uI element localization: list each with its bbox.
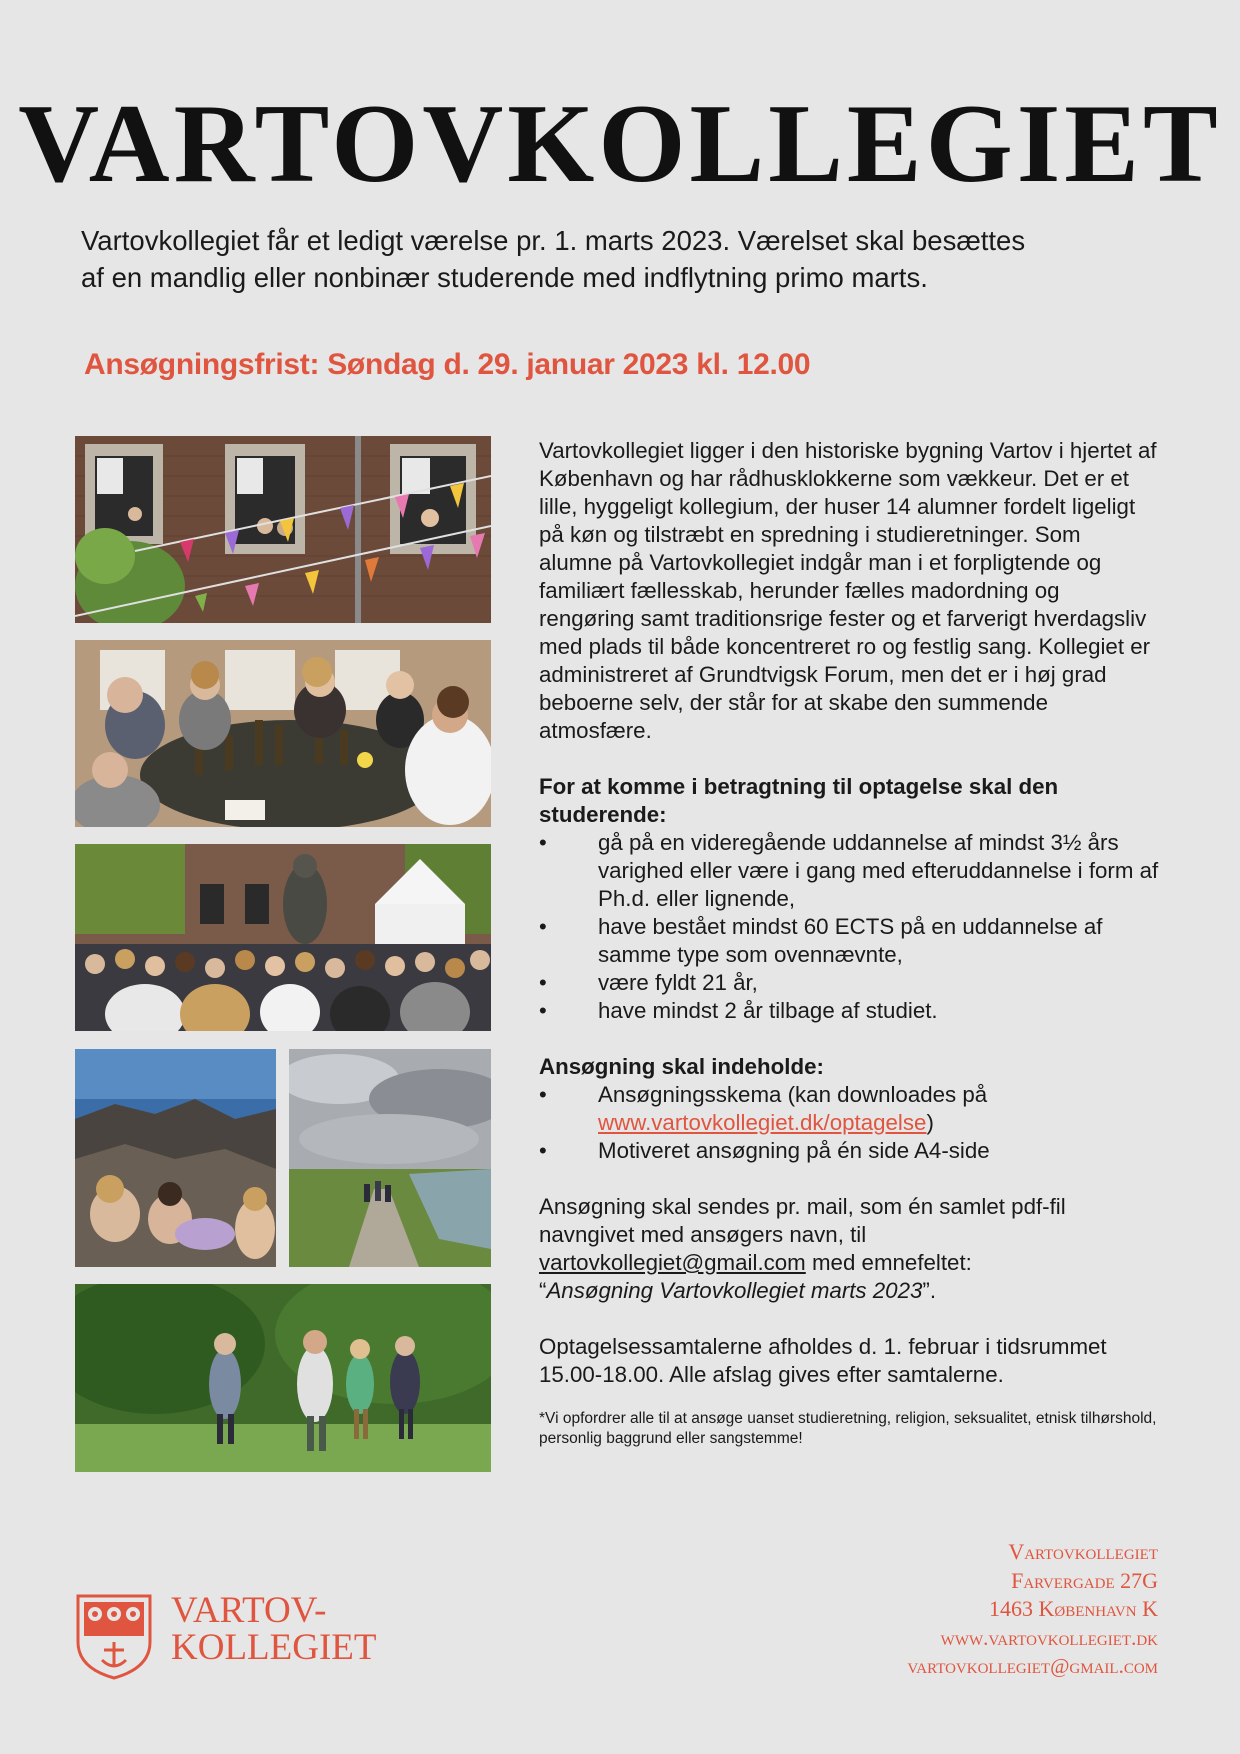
photo-coastal-rocks bbox=[75, 1049, 276, 1267]
submission-text-1: Ansøgning skal sendes pr. mail, som én samlet pdf-fil navngivet med ansøgers navn, til bbox=[539, 1194, 1066, 1247]
intro-text bbox=[81, 222, 1171, 296]
address-street: Farvergade 27G bbox=[1011, 1567, 1158, 1593]
application-item-form-close: ) bbox=[926, 1110, 934, 1135]
submission-paragraph bbox=[539, 1193, 1159, 1305]
requirements-heading: For at komme i betragtning til optagelse skal den studerende: bbox=[539, 774, 1059, 827]
address-block bbox=[658, 1538, 1158, 1681]
logo-line-2: KOLLEGIET bbox=[171, 1627, 377, 1668]
optagelse-link[interactable]: www.vartovkollegiet.dk/optagelse bbox=[598, 1110, 927, 1135]
application-list bbox=[539, 1081, 1159, 1165]
requirement-item: • have bestået mindst 60 ECTS på en uddannelse af samme type som ovennævnte, bbox=[539, 913, 1159, 969]
submission-text-2: med emnefeltet: bbox=[811, 1250, 972, 1275]
photo-dinner-table bbox=[75, 640, 491, 827]
crest-icon bbox=[74, 1592, 154, 1680]
address-web[interactable]: www.vartovkollegiet.dk bbox=[940, 1625, 1158, 1650]
photo-garden-people bbox=[75, 1284, 491, 1472]
application-heading: Ansøgning skal indeholde: bbox=[539, 1054, 824, 1079]
deadline-heading: Ansøgningsfrist: Søndag d. 29. januar 2023 kl. 12.00 bbox=[84, 348, 811, 381]
requirements-list bbox=[539, 829, 1159, 1025]
poster-title: VARTOVKOLLEGIET bbox=[18, 82, 1222, 206]
address-city: 1463 København K bbox=[988, 1596, 1158, 1621]
photo-courtyard-crowd bbox=[75, 844, 491, 1031]
logo-text bbox=[171, 1592, 377, 1666]
requirement-item: • have mindst 2 år tilbage af studiet. bbox=[539, 997, 1159, 1025]
footnote: *Vi opfordrer alle til at ansøge uanset studieretning, religion, seksualitet, etnisk tilhørshold, personlig baggrund eller sangstemme! bbox=[539, 1410, 1157, 1447]
application-item-form-text: Ansøgningsskema (kan downloades på bbox=[598, 1082, 988, 1107]
subject-text: Ansøgning Vartovkollegiet marts 2023 bbox=[546, 1278, 923, 1303]
address-name: Vartovkollegiet bbox=[1008, 1539, 1158, 1564]
address-email[interactable]: vartovkollegiet@gmail.com bbox=[907, 1654, 1158, 1678]
photo-facade-bunting bbox=[75, 436, 491, 623]
requirement-item: • gå på en videregående uddannelse af mindst 3½ års varighed eller være i gang med efteruddannelse i form af Ph.d. eller lignende, bbox=[539, 829, 1159, 913]
description-paragraph: Vartovkollegiet ligger i den historiske bygning Vartov i hjertet af København og har rådhusklokkerne som vækkeur. Det er et lille, hyggeligt kollegium, der huser 14 alumner fordelt ligeligt på køn og tilstræbt en spredning i studieretninger. Som alumne på Vartovkollegiet indgår man i et forpligtende og familiært fællesskab, herunder fælles madordning og rengøring samt traditionsrige fester og et farverigt hverdagsliv med plads til både koncentreret ro og festlig sang. Kollegiet er administreret af Grundtvigsk Forum, men det er i høj grad beboerne selv, der står for at skabe den summende atmosfære. bbox=[539, 438, 1157, 743]
subject-close-quote: ”. bbox=[922, 1278, 937, 1303]
intro-line-2: af en mandlig eller nonbinær studerende med indflytning primo marts. bbox=[81, 262, 928, 293]
logo-line-1: VARTOV- bbox=[171, 1590, 327, 1631]
subject-open-quote: “ bbox=[539, 1278, 547, 1303]
logo bbox=[74, 1592, 394, 1680]
intro-line-1: Vartovkollegiet får et ledigt værelse pr. 1. marts 2023. Værelset skal besættes bbox=[81, 225, 1026, 256]
photo-lake-path bbox=[289, 1049, 491, 1267]
application-item-form bbox=[539, 1081, 1159, 1137]
interviews-paragraph: Optagelsessamtalerne afholdes d. 1. februar i tidsrummet 15.00-18.00. Alle afslag gives efter samtalerne. bbox=[539, 1334, 1107, 1387]
application-item-letter: • Motiveret ansøgning på én side A4-side bbox=[539, 1137, 1159, 1165]
email-link[interactable]: vartovkollegiet@gmail.com bbox=[539, 1250, 806, 1275]
requirement-item: • være fyldt 21 år, bbox=[539, 969, 1159, 997]
info-column bbox=[539, 437, 1159, 1449]
